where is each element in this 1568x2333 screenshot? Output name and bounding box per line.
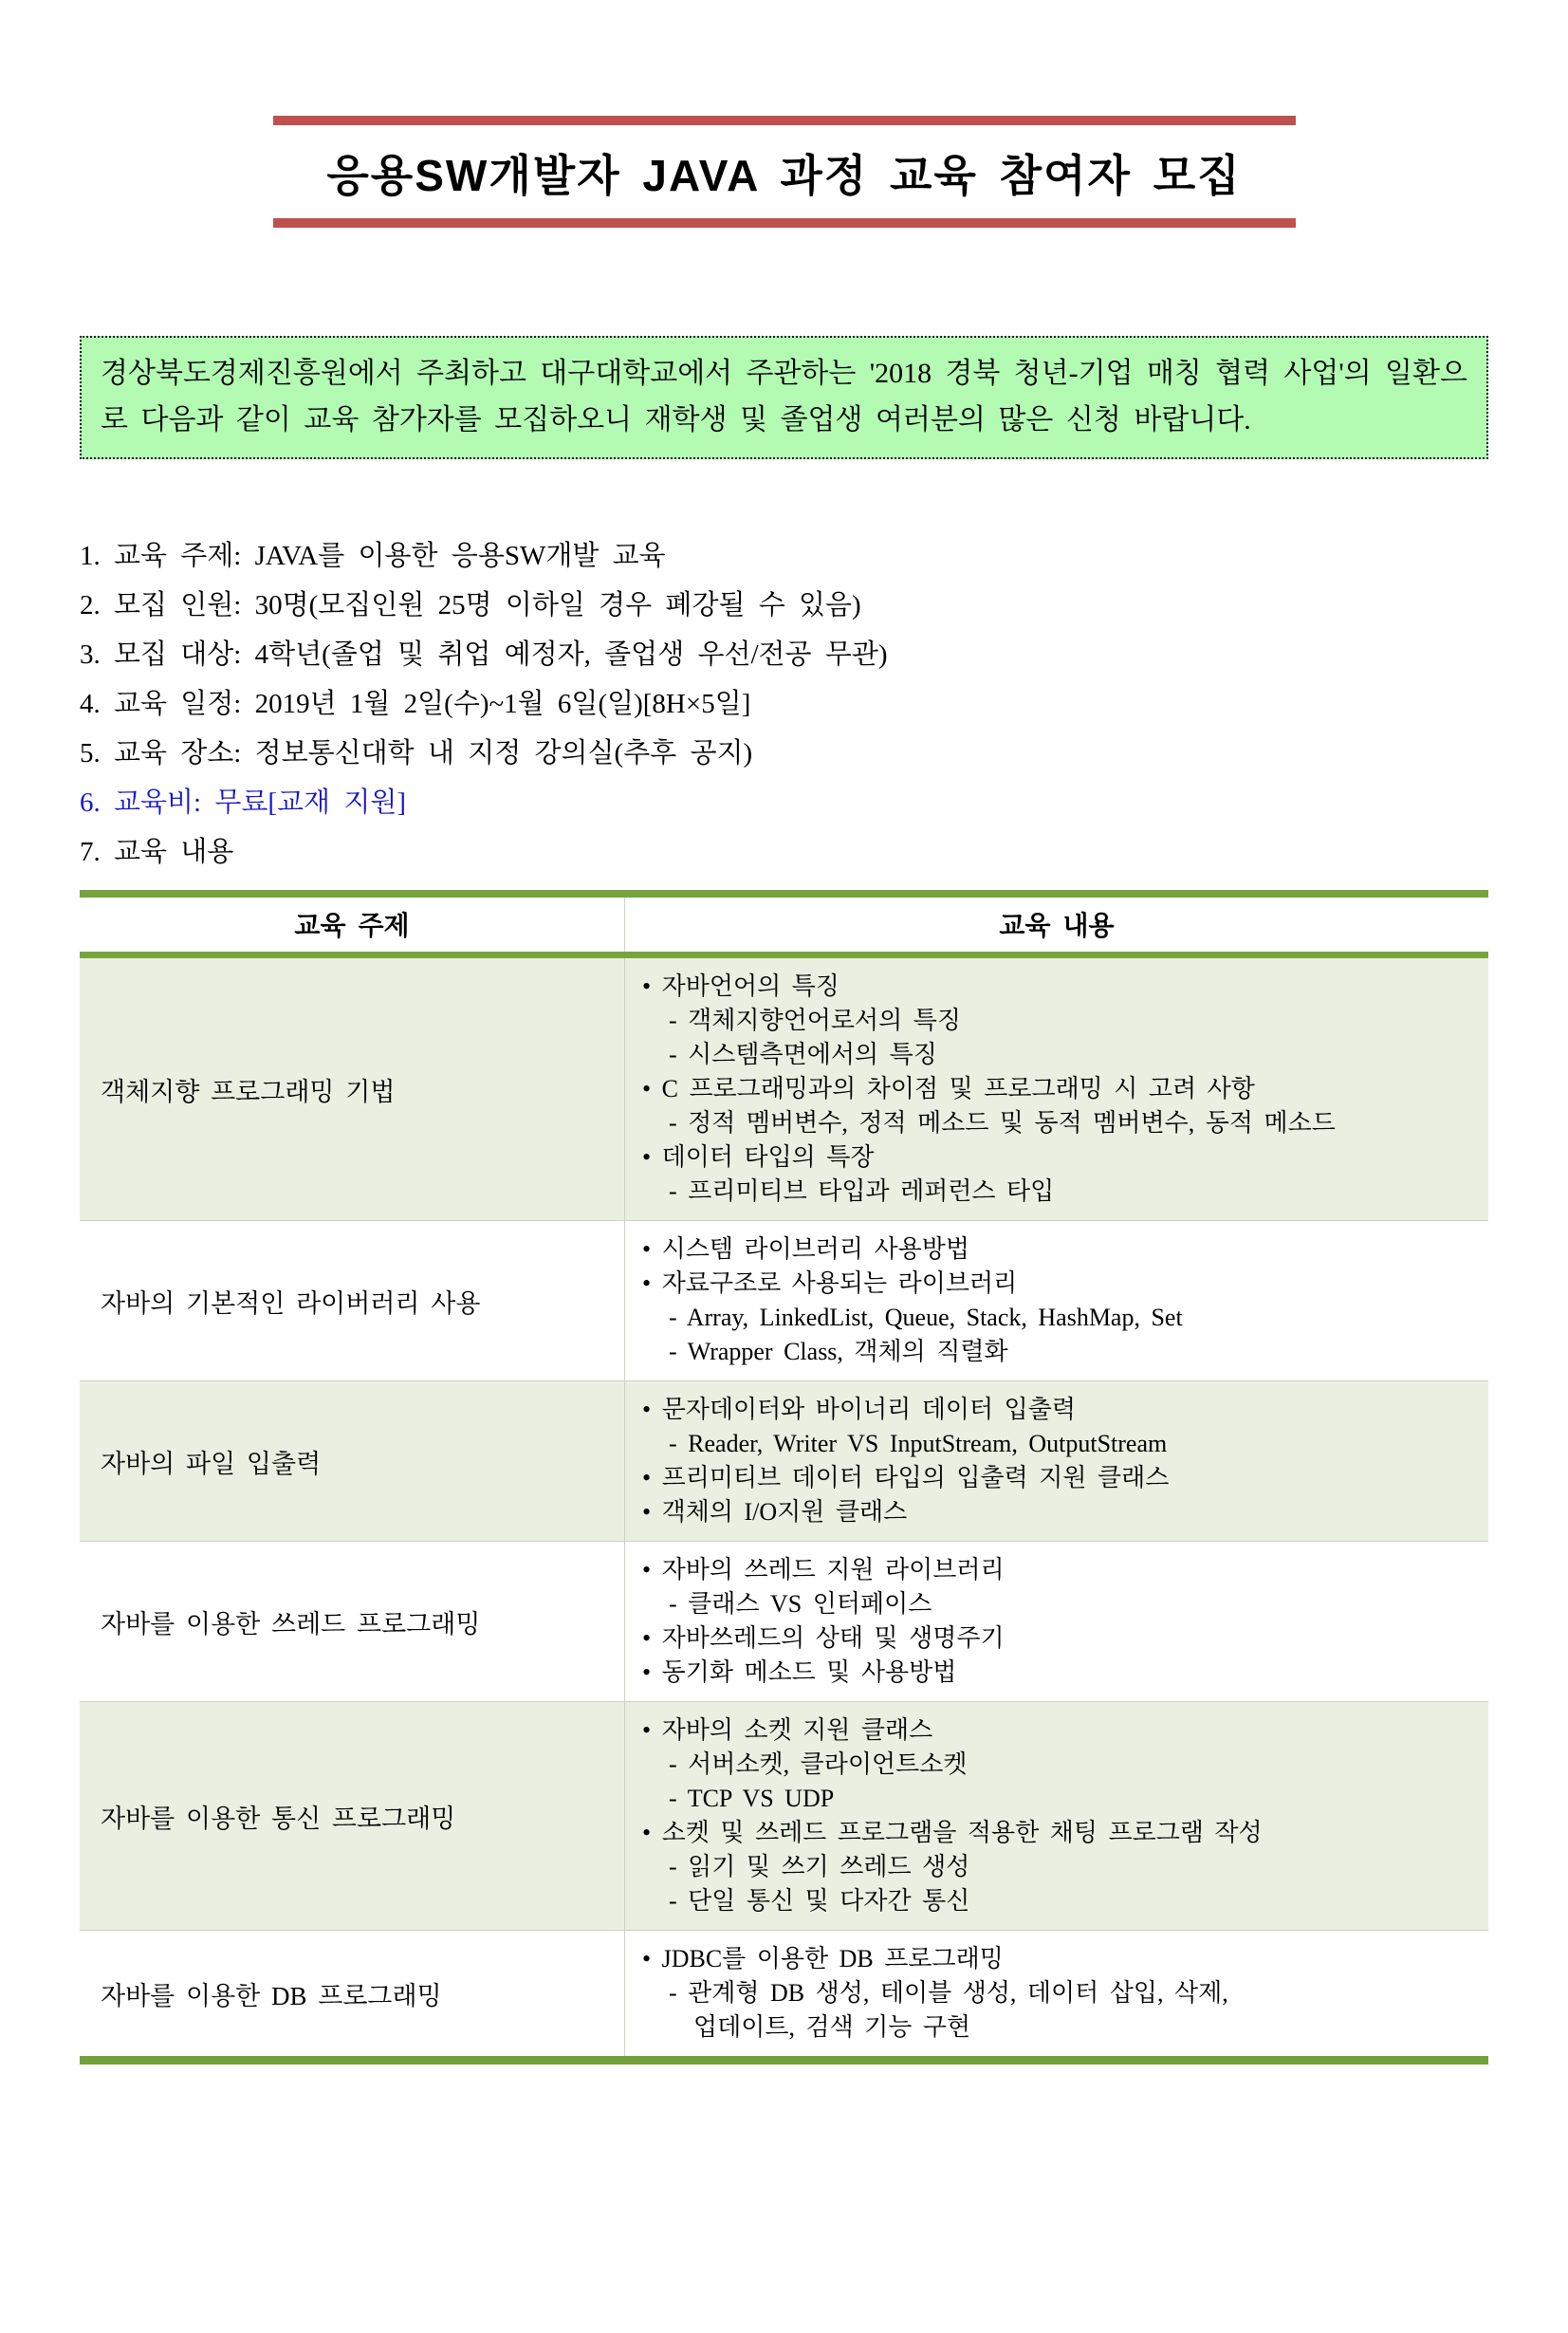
content-line: • 소켓 및 쓰레드 프로그램을 적용한 채팅 프로그램 작성: [642, 1819, 1263, 1846]
content-line: • 자료구조로 사용되는 라이브러리: [642, 1269, 1018, 1297]
list-item-topic: 1. 교육 주제: JAVA를 이용한 응용SW개발 교육: [80, 541, 666, 571]
content-line: - TCP VS UDP: [669, 1785, 835, 1812]
content-line: • 자바의 소켓 지원 클래스: [642, 1716, 933, 1744]
title-rule-top: [273, 116, 1296, 125]
content-line: - 시스템측면에서의 특징: [669, 1041, 937, 1068]
table-row-thread: [80, 1542, 1488, 1702]
content-line: - Wrapper Class, 객체의 직렬화: [669, 1338, 1008, 1365]
content-line: - 정적 멤버변수, 정적 메소드 및 동적 멤버변수, 동적 메소드: [669, 1109, 1336, 1137]
table-row-network: [80, 1702, 1488, 1931]
content-line: - 객체지향언어로서의 특징: [669, 1007, 961, 1034]
notice-box: [80, 336, 1488, 459]
title-block: [273, 116, 1296, 228]
content-line: • 객체의 I/O지원 클래스: [642, 1498, 908, 1526]
content-cell: [625, 1931, 1488, 2056]
table-header-topic: 교육 주제: [80, 898, 625, 952]
topic-cell: 자바를 이용한 통신 프로그래밍: [80, 1702, 625, 1930]
content-line: • 자바언어의 특징: [642, 972, 839, 1000]
content-line: • 시스템 라이브러리 사용방법: [642, 1235, 969, 1263]
topic-cell: 자바의 파일 입출력: [80, 1381, 625, 1541]
content-line: - 단일 통신 및 다자간 통신: [669, 1887, 970, 1915]
content-line: • 자바쓰레드의 상태 및 생명주기: [642, 1624, 1005, 1652]
table-header-row: [80, 898, 1488, 958]
content-cell: [625, 1381, 1488, 1541]
list-item-fee: 6. 교육비: 무료[교재 지원]: [80, 787, 406, 818]
list-item-place: 5. 교육 장소: 정보통신대학 내 지정 강의실(추후 공지): [80, 738, 753, 768]
content-line: - 클래스 VS 인터페이스: [669, 1590, 932, 1618]
topic-cell: 자바의 기본적인 라이버러리 사용: [80, 1221, 625, 1380]
content-line: • 동기화 메소드 및 사용방법: [642, 1658, 957, 1686]
content-cell: [625, 1542, 1488, 1701]
table-header-content: 교육 내용: [999, 912, 1115, 941]
table-row-file-io: [80, 1381, 1488, 1542]
info-list: [80, 531, 1488, 877]
list-item-schedule: 4. 교육 일정: 2019년 1월 2일(수)~1월 6일(일)[8H×5일]: [80, 689, 751, 719]
page-title: 응용SW개발자 JAVA 과정 교육 참여자 모집: [326, 151, 1242, 200]
content-line: • 프리미티브 데이터 타입의 입출력 지원 클래스: [642, 1464, 1170, 1491]
topic-cell: 자바를 이용한 DB 프로그래밍: [80, 1931, 625, 2056]
topic-cell: 자바를 이용한 쓰레드 프로그래밍: [80, 1542, 625, 1701]
content-line: - 프리미티브 타입과 레퍼런스 타입: [669, 1177, 1055, 1205]
content-line: 업데이트, 검색 기능 구현: [693, 2013, 971, 2041]
list-item-target: 3. 모집 대상: 4학년(졸업 및 취업 예정자, 졸업생 우선/전공 무관): [80, 639, 888, 670]
content-line: - 서버소켓, 클라이언트소켓: [669, 1750, 968, 1778]
content-line: • 자바의 쓰레드 지원 라이브러리: [642, 1556, 1005, 1583]
content-cell: [625, 1221, 1488, 1380]
content-line: - 관계형 DB 생성, 테이블 생성, 데이터 삽입, 삭제,: [669, 1979, 1228, 2007]
table-row-oop: [80, 958, 1488, 1221]
content-line: • 데이터 타입의 특장: [642, 1143, 875, 1171]
list-item-content: 7. 교육 내용: [80, 837, 234, 867]
notice-text: 경상북도경제진흥원에서 주최하고 대구대학교에서 주관하는 '2018 경북 청년-기업 매칭 협력 사업'의 일환으로 다음과 같이 교육 참가자를 모집하오니 재학생 및 졸업생 여러분의 많은 신청 바랍니다.: [101, 358, 1467, 435]
content-line: - Array, LinkedList, Queue, Stack, HashMap, Set: [669, 1304, 1183, 1331]
table-row-db: [80, 1931, 1488, 2056]
content-line: • JDBC를 이용한 DB 프로그래밍: [642, 1945, 1004, 1972]
content-cell: [625, 958, 1488, 1220]
content-line: • C 프로그래밍과의 차이점 및 프로그래밍 시 고려 사항: [642, 1075, 1255, 1102]
curriculum-table: [80, 890, 1488, 2065]
title-rule-bottom: [273, 218, 1296, 228]
list-item-capacity: 2. 모집 인원: 30명(모집인원 25명 이하일 경우 폐강될 수 있음): [80, 590, 861, 620]
table-row-library: [80, 1221, 1488, 1381]
topic-cell: 객체지향 프로그래밍 기법: [80, 958, 625, 1220]
content-cell: [625, 1702, 1488, 1930]
content-line: - 읽기 및 쓰기 쓰레드 생성: [669, 1853, 970, 1880]
content-line: - Reader, Writer VS InputStream, OutputStream: [669, 1430, 1168, 1457]
content-line: • 문자데이터와 바이너리 데이터 입출력: [642, 1396, 1076, 1423]
